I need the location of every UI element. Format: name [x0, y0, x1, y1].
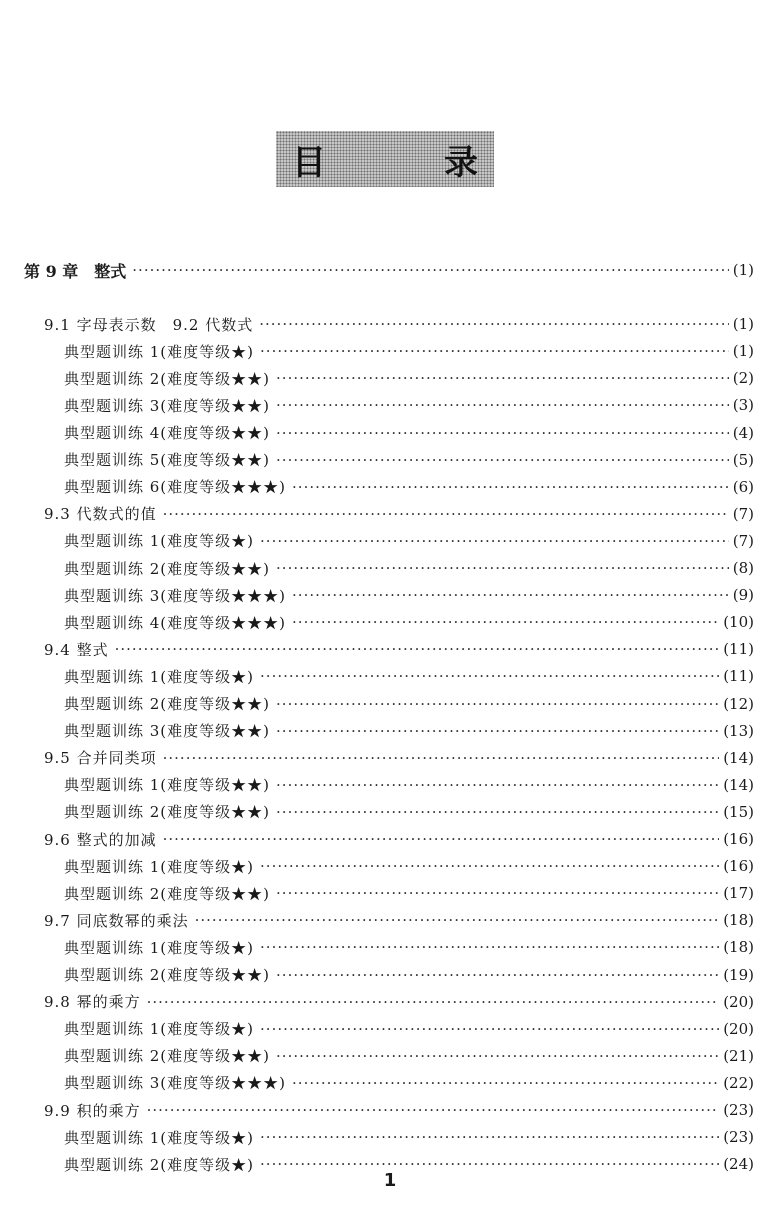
dot-leader [260, 853, 719, 879]
toc-entry-label: 典型题训练 1(难度等级★) [64, 342, 255, 361]
toc-entry-page: (14) [723, 775, 754, 794]
dot-leader [260, 338, 729, 364]
toc-entry-page: (9) [732, 586, 754, 605]
toc-entry-page: (16) [723, 857, 754, 876]
toc-entry-exercise[interactable] [0, 718, 780, 744]
toc-entry-page: (13) [723, 721, 754, 740]
dot-leader [163, 745, 720, 771]
dot-leader [260, 1124, 719, 1150]
toc-entry-label: 典型题训练 3(难度等级★★★) [64, 586, 287, 605]
toc-entry-label: 典型题训练 2(难度等级★★) [64, 695, 271, 713]
toc-entry-exercise[interactable] [0, 447, 780, 473]
dot-leader [276, 772, 719, 798]
dot-leader [276, 880, 719, 906]
toc-entry-page: (18) [723, 938, 754, 957]
dot-leader [276, 420, 729, 446]
toc-entry-page: (2) [732, 369, 754, 388]
toc-entry-page: (15) [723, 802, 754, 821]
dot-leader [276, 555, 729, 581]
dot-leader [292, 474, 729, 500]
toc-entry-label: 典型题训练 4(难度等级★★★) [64, 613, 287, 632]
toc-entry-label: 9.8 幂的乘方 [44, 993, 141, 1012]
toc-entry-label: 典型题训练 2(难度等级★★) [64, 1047, 271, 1066]
dot-leader [292, 1070, 719, 1096]
dot-leader [260, 1016, 719, 1042]
toc-entry-page: (1) [732, 315, 754, 334]
toc-title-box [276, 131, 520, 187]
toc-entry-page: (20) [723, 1019, 754, 1038]
toc-entry-page: (6) [732, 477, 754, 496]
page-number: 1 [383, 1170, 397, 1191]
toc-entry-exercise[interactable] [0, 474, 780, 500]
toc-entry-exercise[interactable] [0, 1124, 780, 1150]
toc-entry-label: 典型题训练 2(难度等级★★) [64, 559, 271, 578]
toc-entry-exercise[interactable] [0, 609, 780, 635]
dot-leader [276, 365, 729, 391]
toc-entry-label: 典型题训练 1(难度等级★) [64, 1128, 255, 1147]
toc-entry-page: (21) [723, 1046, 754, 1065]
toc-entry-label: 典型题训练 1(难度等级★) [64, 1020, 255, 1039]
toc-entry-exercise[interactable] [0, 338, 780, 364]
toc-entry-label: 9.3 代数式的值 [44, 505, 157, 524]
toc-entry-page: (1) [732, 342, 754, 361]
toc-entry-section[interactable] [0, 311, 780, 337]
dot-leader [259, 311, 729, 337]
toc-entry-exercise[interactable] [0, 880, 780, 906]
toc-entry-label: 9.7 同底数幂的乘法 [44, 911, 189, 930]
toc-entry-page: (7) [732, 531, 754, 550]
toc-entry-label: 典型题训练 3(难度等级★★) [64, 396, 271, 415]
toc-entry-exercise[interactable] [0, 555, 780, 581]
toc-title: 目 录 [292, 142, 520, 183]
dot-leader [276, 447, 729, 473]
toc-entry-section[interactable] [0, 636, 780, 662]
toc-entry-label: 典型题训练 1(难度等级★) [64, 532, 255, 551]
toc-entry-page: (12) [723, 694, 754, 713]
toc-entry-label: 典型题训练 2(难度等级★★) [64, 369, 271, 388]
dot-leader [132, 257, 728, 283]
toc-entry-label: 典型题训练 2(难度等级★) [64, 1155, 255, 1174]
toc-entry-section[interactable] [0, 907, 780, 933]
toc-entry-page: (1) [732, 261, 754, 279]
toc-entry-label: 典型题训练 6(难度等级★★★) [64, 478, 287, 497]
toc-entry-exercise[interactable] [0, 420, 780, 446]
toc-entry-label: 典型题训练 1(难度等级★) [64, 667, 255, 686]
dot-leader [276, 718, 719, 744]
dot-leader [147, 1097, 720, 1123]
toc-entry-label: 典型题训练 4(难度等级★★) [64, 424, 271, 442]
toc-entry-label: 典型题训练 3(难度等级★★★) [64, 1074, 287, 1093]
dot-leader [292, 609, 719, 635]
toc-entry-label: 典型题训练 3(难度等级★★) [64, 722, 271, 741]
toc-entry-label: 9.5 合并同类项 [44, 749, 157, 768]
toc-entry-exercise[interactable] [0, 582, 780, 608]
toc-entry-exercise[interactable] [0, 1070, 780, 1096]
toc-entry-label: 第 9 章 整式 [24, 261, 127, 281]
toc-entry-page: (20) [723, 992, 754, 1011]
dot-leader [115, 636, 720, 662]
toc-entry-page: (10) [723, 613, 754, 632]
toc-entry-page: (7) [732, 504, 754, 523]
dot-leader [195, 907, 720, 933]
dot-leader [292, 582, 729, 608]
toc-entry-page: (24) [723, 1155, 754, 1174]
dot-leader [276, 691, 719, 717]
toc-entry-section[interactable] [0, 826, 780, 852]
toc-entry-label: 典型题训练 5(难度等级★★) [64, 451, 271, 470]
dot-leader [276, 799, 719, 825]
toc-entry-section[interactable] [0, 501, 780, 527]
toc-entry-exercise[interactable] [0, 962, 780, 988]
toc-entry-label: 典型题训练 2(难度等级★★) [64, 803, 271, 822]
dot-leader [260, 934, 719, 960]
toc-entry-label: 典型题训练 2(难度等级★★) [64, 884, 271, 903]
toc-entry-label: 9.9 积的乘方 [44, 1101, 141, 1120]
toc-entry-label: 典型题训练 1(难度等级★) [64, 938, 255, 957]
toc-entry-page: (4) [732, 423, 754, 442]
toc-entry-page: (22) [723, 1073, 754, 1092]
toc-entry-label: 9.4 整式 [44, 640, 109, 659]
toc-entry-label: 典型题训练 2(难度等级★★) [64, 966, 271, 984]
toc-entry-page: (3) [732, 396, 754, 415]
dot-leader [260, 663, 719, 689]
toc-entry-label: 9.6 整式的加减 [44, 830, 157, 849]
toc-entry-page: (5) [732, 450, 754, 469]
toc-entry-page: (14) [723, 748, 754, 767]
toc-entry-chapter[interactable] [0, 257, 780, 283]
dot-leader [147, 989, 720, 1015]
toc-entry-exercise[interactable] [0, 392, 780, 418]
toc-entry-section[interactable] [0, 1097, 780, 1123]
dot-leader [163, 826, 720, 852]
toc-entry-section[interactable] [0, 989, 780, 1015]
toc-entry-exercise[interactable] [0, 1043, 780, 1069]
toc-entry-label: 9.1 字母表示数 9.2 代数式 [44, 315, 254, 334]
toc-entry-exercise[interactable] [0, 663, 780, 689]
toc-entry-page: (8) [732, 559, 754, 577]
toc-entry-exercise[interactable] [0, 528, 780, 554]
toc-entry-exercise[interactable] [0, 799, 780, 825]
toc-entry-page: (23) [723, 1128, 754, 1147]
toc-entry-exercise[interactable] [0, 772, 780, 798]
toc-entry-label: 典型题训练 1(难度等级★★) [64, 776, 271, 795]
toc-entry-page: (17) [723, 884, 754, 903]
toc-entry-section[interactable] [0, 745, 780, 771]
toc-entry-exercise[interactable] [0, 1016, 780, 1042]
dot-leader [260, 528, 729, 554]
toc-entry-page: (11) [723, 640, 754, 659]
toc-entry-page: (19) [723, 965, 754, 984]
toc-entry-exercise[interactable] [0, 853, 780, 879]
toc-entry-page: (18) [723, 911, 754, 930]
dot-leader [276, 1043, 719, 1069]
dot-leader [276, 392, 729, 418]
toc-entry-page: (16) [723, 830, 754, 848]
toc-entry-exercise[interactable] [0, 691, 780, 717]
toc-entry-page: (23) [723, 1101, 754, 1119]
toc-entry-exercise[interactable] [0, 365, 780, 391]
dot-leader [276, 962, 719, 988]
dot-leader [163, 501, 729, 527]
toc-entry-exercise[interactable] [0, 934, 780, 960]
toc-entry-page: (11) [723, 667, 754, 686]
toc-entry-label: 典型题训练 1(难度等级★) [64, 857, 255, 876]
